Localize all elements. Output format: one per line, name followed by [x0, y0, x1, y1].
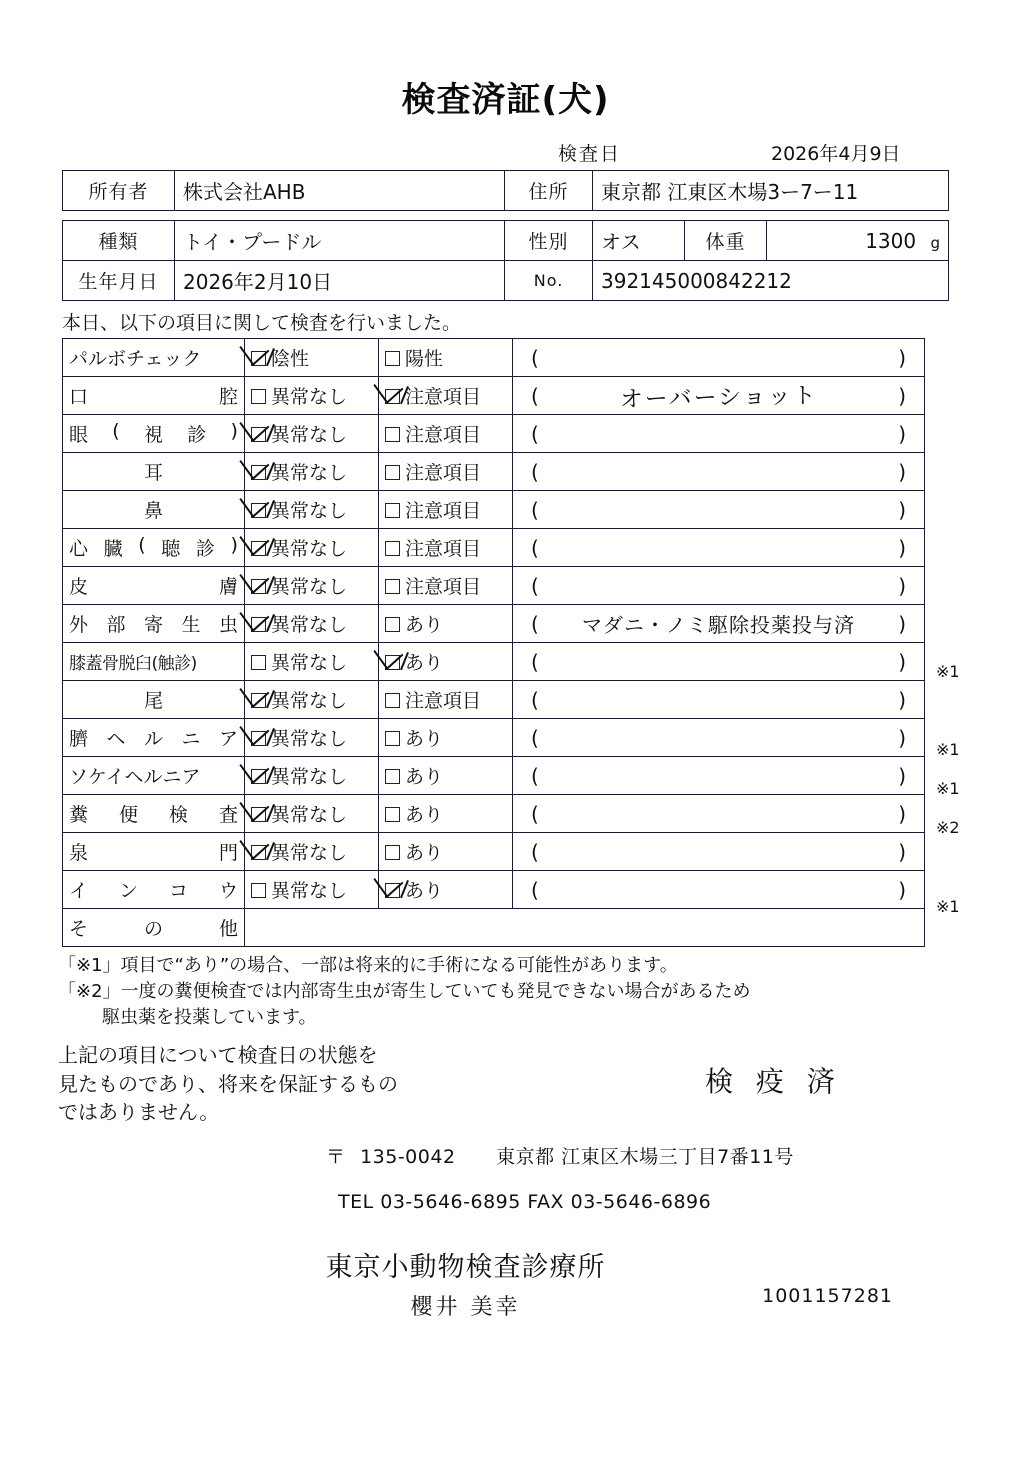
sex-value: オス [593, 221, 685, 261]
footnote-1: 「※1」項目で“あり”の場合、一部は将来的に手術になる可能性があります。 [58, 955, 678, 976]
footnote-2-line2: 駆虫薬を投薬しています。 [102, 1007, 317, 1029]
checkbox-empty-icon[interactable] [385, 731, 400, 746]
postal-mark-icon: 〒 [326, 1146, 346, 1169]
asterisk-marker: ※2 [936, 818, 960, 838]
checkbox-option-2-label: あり [405, 652, 444, 674]
asterisk-marker [930, 612, 1000, 651]
checkbox-option-1[interactable] [245, 643, 379, 681]
checkbox-option-2[interactable] [379, 605, 513, 643]
checklist-note-field[interactable] [513, 605, 925, 643]
checkbox-option-1-label: 異常なし [271, 728, 348, 750]
asterisk-marker [930, 691, 1000, 730]
checkbox-option-1[interactable] [245, 795, 379, 833]
asterisk-marker [930, 456, 1000, 495]
checklist-row-label: イ ン コ ウ [63, 871, 245, 909]
note-close-paren: ) [898, 687, 906, 712]
checkbox-option-2-label: あり [405, 614, 444, 636]
owner-value: 株式会社AHB [175, 171, 505, 211]
checklist-note-field[interactable] [513, 339, 925, 377]
checkbox-option-1[interactable] [245, 605, 379, 643]
checklist-row-label: 膝蓋骨脱臼(触診) [63, 643, 245, 681]
table-row [63, 833, 925, 871]
checkbox-checked-icon[interactable] [251, 693, 266, 708]
checkbox-checked-icon[interactable] [385, 655, 400, 670]
address-label: 住所 [505, 171, 593, 211]
checkbox-empty-icon[interactable] [385, 579, 400, 594]
checkbox-option-1-label: 異常なし [271, 424, 348, 446]
table-row [63, 909, 925, 947]
note-close-paren: ) [898, 649, 906, 674]
checkbox-empty-icon[interactable] [385, 541, 400, 556]
checkbox-option-1-label: 異常なし [271, 690, 348, 712]
note-text: マダニ・ノミ駆除投薬投与済 [582, 613, 855, 637]
checkbox-option-1[interactable] [245, 757, 379, 795]
guarantee-line-2: 見たものであり、将来を保証するもの [58, 1071, 398, 1096]
checklist-note-field[interactable] [513, 529, 925, 567]
checkbox-checked-icon[interactable] [251, 579, 266, 594]
checkbox-option-1-label: 異常なし [271, 576, 348, 598]
note-open-paren: ( [531, 535, 539, 560]
note-open-paren: ( [531, 839, 539, 864]
checkbox-empty-icon[interactable] [385, 845, 400, 860]
checkbox-option-2-label: 注意項目 [405, 576, 482, 598]
note-open-paren: ( [531, 497, 539, 522]
checklist-row-label: 尾 [63, 681, 245, 719]
note-close-paren: ) [898, 877, 906, 902]
clinic-name: 東京小動物検査診療所 [325, 1252, 606, 1284]
clinic-address-line [0, 1126, 1011, 1169]
checkbox-option-2[interactable] [379, 681, 513, 719]
checkbox-option-2[interactable] [379, 643, 513, 681]
address-value: 東京都 江東区木場3ー7ー11 [593, 171, 949, 211]
animal-table [62, 220, 949, 301]
table-row [63, 795, 925, 833]
no-label: No. [505, 261, 593, 301]
checkbox-option-1-label: 異常なし [271, 386, 348, 408]
checkbox-option-1-label: 異常なし [271, 538, 348, 560]
checkbox-option-1-label: 異常なし [271, 766, 348, 788]
checklist-row-label: 口 腔 [63, 377, 245, 415]
checklist-row-label: そ の 他 [63, 909, 245, 947]
checkbox-checked-icon[interactable] [251, 617, 266, 632]
checkbox-option-2[interactable] [379, 567, 513, 605]
table-row [63, 261, 949, 301]
asterisk-marker [930, 534, 1000, 573]
checkbox-option-1[interactable] [245, 681, 379, 719]
checkbox-option-1[interactable] [245, 453, 379, 491]
checklist-note-field[interactable] [513, 795, 925, 833]
clinic-tel-fax: TEL 03-5646-6895 FAX 03-5646-6896 [338, 1191, 712, 1214]
intro-text: 本日、以下の項目に関して検査を行いました。 [62, 312, 462, 334]
table-row [63, 171, 949, 211]
asterisk-marker [930, 495, 1000, 534]
table-row [63, 719, 925, 757]
checkbox-empty-icon[interactable] [385, 503, 400, 518]
checkbox-empty-icon[interactable] [251, 389, 266, 404]
checkbox-checked-icon[interactable] [251, 351, 266, 366]
checkbox-option-1[interactable] [245, 491, 379, 529]
checkbox-option-2[interactable] [379, 415, 513, 453]
handwritten-note: オーバーショット [619, 382, 818, 414]
inspection-date-value: 2026年4月9日 [771, 143, 901, 165]
checkbox-option-2-label: 注意項目 [405, 538, 482, 560]
checkbox-checked-icon[interactable] [251, 807, 266, 822]
checklist-note-field[interactable] [513, 757, 925, 795]
checklist-row-label: 皮 膚 [63, 567, 245, 605]
checkbox-option-2[interactable] [379, 871, 513, 909]
note-close-paren: ) [898, 535, 906, 560]
checklist-row-label: 鼻 [63, 491, 245, 529]
note-open-paren: ( [531, 611, 539, 636]
inspection-checklist [62, 338, 925, 947]
note-open-paren: ( [531, 345, 539, 370]
checklist-row-label: 眼 ( 視 診 ) [63, 415, 245, 453]
checkbox-option-1-label: 異常なし [271, 804, 348, 826]
checklist-note-field[interactable] [513, 377, 925, 415]
checkbox-option-2-label: 陽性 [405, 348, 444, 370]
sex-label: 性別 [505, 221, 593, 261]
note-close-paren: ) [898, 573, 906, 598]
checkbox-option-1[interactable] [245, 567, 379, 605]
table-row [63, 415, 925, 453]
checkbox-checked-icon[interactable] [251, 427, 266, 442]
checkbox-option-1-label: 異常なし [271, 614, 348, 636]
asterisk-marker [930, 926, 1000, 965]
checkbox-checked-icon[interactable] [385, 883, 400, 898]
guarantee-line-1: 上記の項目について検査日の状態を [58, 1043, 378, 1068]
header-tables [0, 170, 1011, 301]
checklist-row-label: 心 臓 ( 聴 診 ) [63, 529, 245, 567]
checkbox-option-1-label: 異常なし [271, 842, 348, 864]
table-row [63, 529, 925, 567]
checkbox-option-2[interactable] [379, 491, 513, 529]
owner-table [62, 170, 949, 211]
note-open-paren: ( [531, 383, 539, 408]
checkbox-checked-icon[interactable] [251, 541, 266, 556]
asterisk-marker: ※1 [936, 661, 960, 681]
asterisk-marker [930, 416, 1000, 455]
checklist-note-field[interactable] [513, 681, 925, 719]
note-close-paren: ) [898, 497, 906, 522]
asterisk-marker: ※1 [936, 739, 960, 759]
checkbox-option-2-label: あり [405, 804, 444, 826]
checkbox-option-2-label: 注意項目 [405, 690, 482, 712]
veterinarian-name: 櫻井 美幸 [410, 1295, 521, 1321]
checklist-note-field[interactable] [513, 643, 925, 681]
inspection-date-bar [0, 121, 1011, 170]
note-open-paren: ( [531, 421, 539, 446]
checkbox-empty-icon[interactable] [385, 465, 400, 480]
note-open-paren: ( [531, 649, 539, 674]
document-number: 1001157281 [762, 1285, 893, 1307]
asterisk-marker [930, 573, 1000, 612]
checklist-note-field[interactable] [513, 491, 925, 529]
note-open-paren: ( [531, 687, 539, 712]
note-close-paren: ) [898, 611, 906, 636]
inspection-checklist-wrap [0, 338, 1011, 947]
checkbox-option-2-label: あり [405, 880, 444, 902]
checkbox-option-2[interactable] [379, 453, 513, 491]
checkbox-option-2[interactable] [379, 377, 513, 415]
checklist-note-field[interactable] [513, 719, 925, 757]
table-row [63, 491, 925, 529]
clinic-address: 東京都 江東区木場三丁目7番11号 [496, 1146, 794, 1169]
weight-value: 1300 [865, 228, 917, 253]
checkbox-option-2[interactable] [379, 339, 513, 377]
checkbox-option-1-label: 陰性 [271, 348, 310, 370]
checkbox-checked-icon[interactable] [251, 769, 266, 784]
checkbox-checked-icon[interactable] [251, 845, 266, 860]
checkbox-option-2[interactable] [379, 529, 513, 567]
note-open-paren: ( [531, 801, 539, 826]
note-open-paren: ( [531, 725, 539, 750]
checkbox-empty-icon[interactable] [251, 655, 266, 670]
note-close-paren: ) [898, 725, 906, 750]
note-close-paren: ) [898, 421, 906, 446]
table-row [63, 643, 925, 681]
checkbox-option-1[interactable] [245, 719, 379, 757]
checkbox-empty-icon[interactable] [385, 351, 400, 366]
checklist-row-label: 糞 便 検 査 [63, 795, 245, 833]
checkbox-empty-icon[interactable] [385, 807, 400, 822]
checkbox-checked-icon[interactable] [385, 389, 400, 404]
checkbox-empty-icon[interactable] [385, 769, 400, 784]
note-close-paren: ) [898, 345, 906, 370]
note-open-paren: ( [531, 763, 539, 788]
checklist-other-blank[interactable] [245, 909, 925, 947]
checkbox-option-1-label: 異常なし [271, 462, 348, 484]
checkbox-option-2[interactable] [379, 795, 513, 833]
note-open-paren: ( [531, 573, 539, 598]
owner-label: 所有者 [63, 171, 175, 211]
inspection-date-label: 検査日 [557, 143, 621, 165]
checkbox-option-2-label: 注意項目 [405, 500, 482, 522]
checkbox-checked-icon[interactable] [251, 465, 266, 480]
table-row [63, 453, 925, 491]
guarantee-text [0, 1031, 470, 1126]
checklist-note-field[interactable] [513, 871, 925, 909]
table-row [63, 221, 949, 261]
checkbox-option-1[interactable] [245, 415, 379, 453]
table-row [63, 377, 925, 415]
checklist-note-field[interactable] [513, 567, 925, 605]
checkbox-option-1[interactable] [245, 529, 379, 567]
note-close-paren: ) [898, 763, 906, 788]
checklist-row-label: 耳 [63, 453, 245, 491]
checkbox-option-2-label: あり [405, 766, 444, 788]
checklist-row-label: 外 部 寄 生 虫 [63, 605, 245, 643]
quarantine-stamp: 検 疫 済 [705, 1065, 842, 1098]
checklist-row-label: 臍 ヘ ル ニ ア [63, 719, 245, 757]
breed-value: トイ・プードル [175, 221, 505, 261]
checkbox-option-1[interactable] [245, 377, 379, 415]
table-row [63, 605, 925, 643]
checkbox-empty-icon[interactable] [385, 617, 400, 632]
checkbox-empty-icon[interactable] [385, 693, 400, 708]
checkbox-option-1-label: 異常なし [271, 500, 348, 522]
asterisk-marker [930, 847, 1000, 886]
checkbox-checked-icon[interactable] [251, 731, 266, 746]
checkbox-option-1-label: 異常なし [271, 652, 348, 674]
table-row [63, 339, 925, 377]
note-close-paren: ) [898, 459, 906, 484]
checklist-note-field[interactable] [513, 415, 925, 453]
postal-code: 135-0042 [360, 1146, 456, 1169]
dob-value: 2026年2月10日 [175, 261, 505, 301]
note-close-paren: ) [898, 801, 906, 826]
table-row [63, 757, 925, 795]
checkbox-option-1[interactable] [245, 871, 379, 909]
weight-label: 体重 [685, 221, 767, 261]
note-close-paren: ) [898, 839, 906, 864]
dob-label: 生年月日 [63, 261, 175, 301]
asterisk-marker [930, 377, 1000, 416]
checkbox-option-1[interactable] [245, 339, 379, 377]
checkbox-option-2-label: 注意項目 [405, 386, 482, 408]
checklist-note-field[interactable] [513, 833, 925, 871]
footnote-2-line1: 「※2」一度の糞便検査では内部寄生虫が寄生していても発見できない場合があるため [58, 981, 751, 1003]
checkbox-empty-icon[interactable] [385, 427, 400, 442]
checklist-row-label: 泉 門 [63, 833, 245, 871]
breed-label: 種類 [63, 221, 175, 261]
checkbox-option-2[interactable] [379, 833, 513, 871]
checkbox-empty-icon[interactable] [251, 883, 266, 898]
no-value: 392145000842212 [593, 261, 949, 301]
asterisk-marker [930, 338, 1000, 377]
note-open-paren: ( [531, 877, 539, 902]
table-row [63, 871, 925, 909]
guarantee-line-3: ではありません。 [58, 1100, 220, 1125]
page-title: 検査済証(犬) [401, 80, 610, 120]
checklist-row-label: ソケイヘルニア [63, 757, 245, 795]
checkbox-option-2-label: 注意項目 [405, 462, 482, 484]
checkbox-option-2-label: 注意項目 [405, 424, 482, 446]
table-row [63, 681, 925, 719]
footnotes [0, 947, 1011, 1031]
table-row [63, 567, 925, 605]
checkbox-checked-icon[interactable] [251, 503, 266, 518]
weight-cell [767, 221, 949, 261]
asterisk-column [930, 338, 1000, 965]
checkbox-option-2[interactable] [379, 719, 513, 757]
weight-unit: g [930, 233, 940, 252]
checkbox-option-2-label: あり [405, 842, 444, 864]
asterisk-marker: ※1 [936, 896, 960, 916]
checkbox-option-1[interactable] [245, 833, 379, 871]
note-open-paren: ( [531, 459, 539, 484]
checklist-row-label: パルボチェック [63, 339, 245, 377]
checkbox-option-2-label: あり [405, 728, 444, 750]
checklist-note-field[interactable] [513, 453, 925, 491]
checkbox-option-1-label: 異常なし [271, 880, 348, 902]
note-close-paren: ) [898, 383, 906, 408]
checkbox-option-2[interactable] [379, 757, 513, 795]
asterisk-marker: ※1 [936, 779, 960, 799]
